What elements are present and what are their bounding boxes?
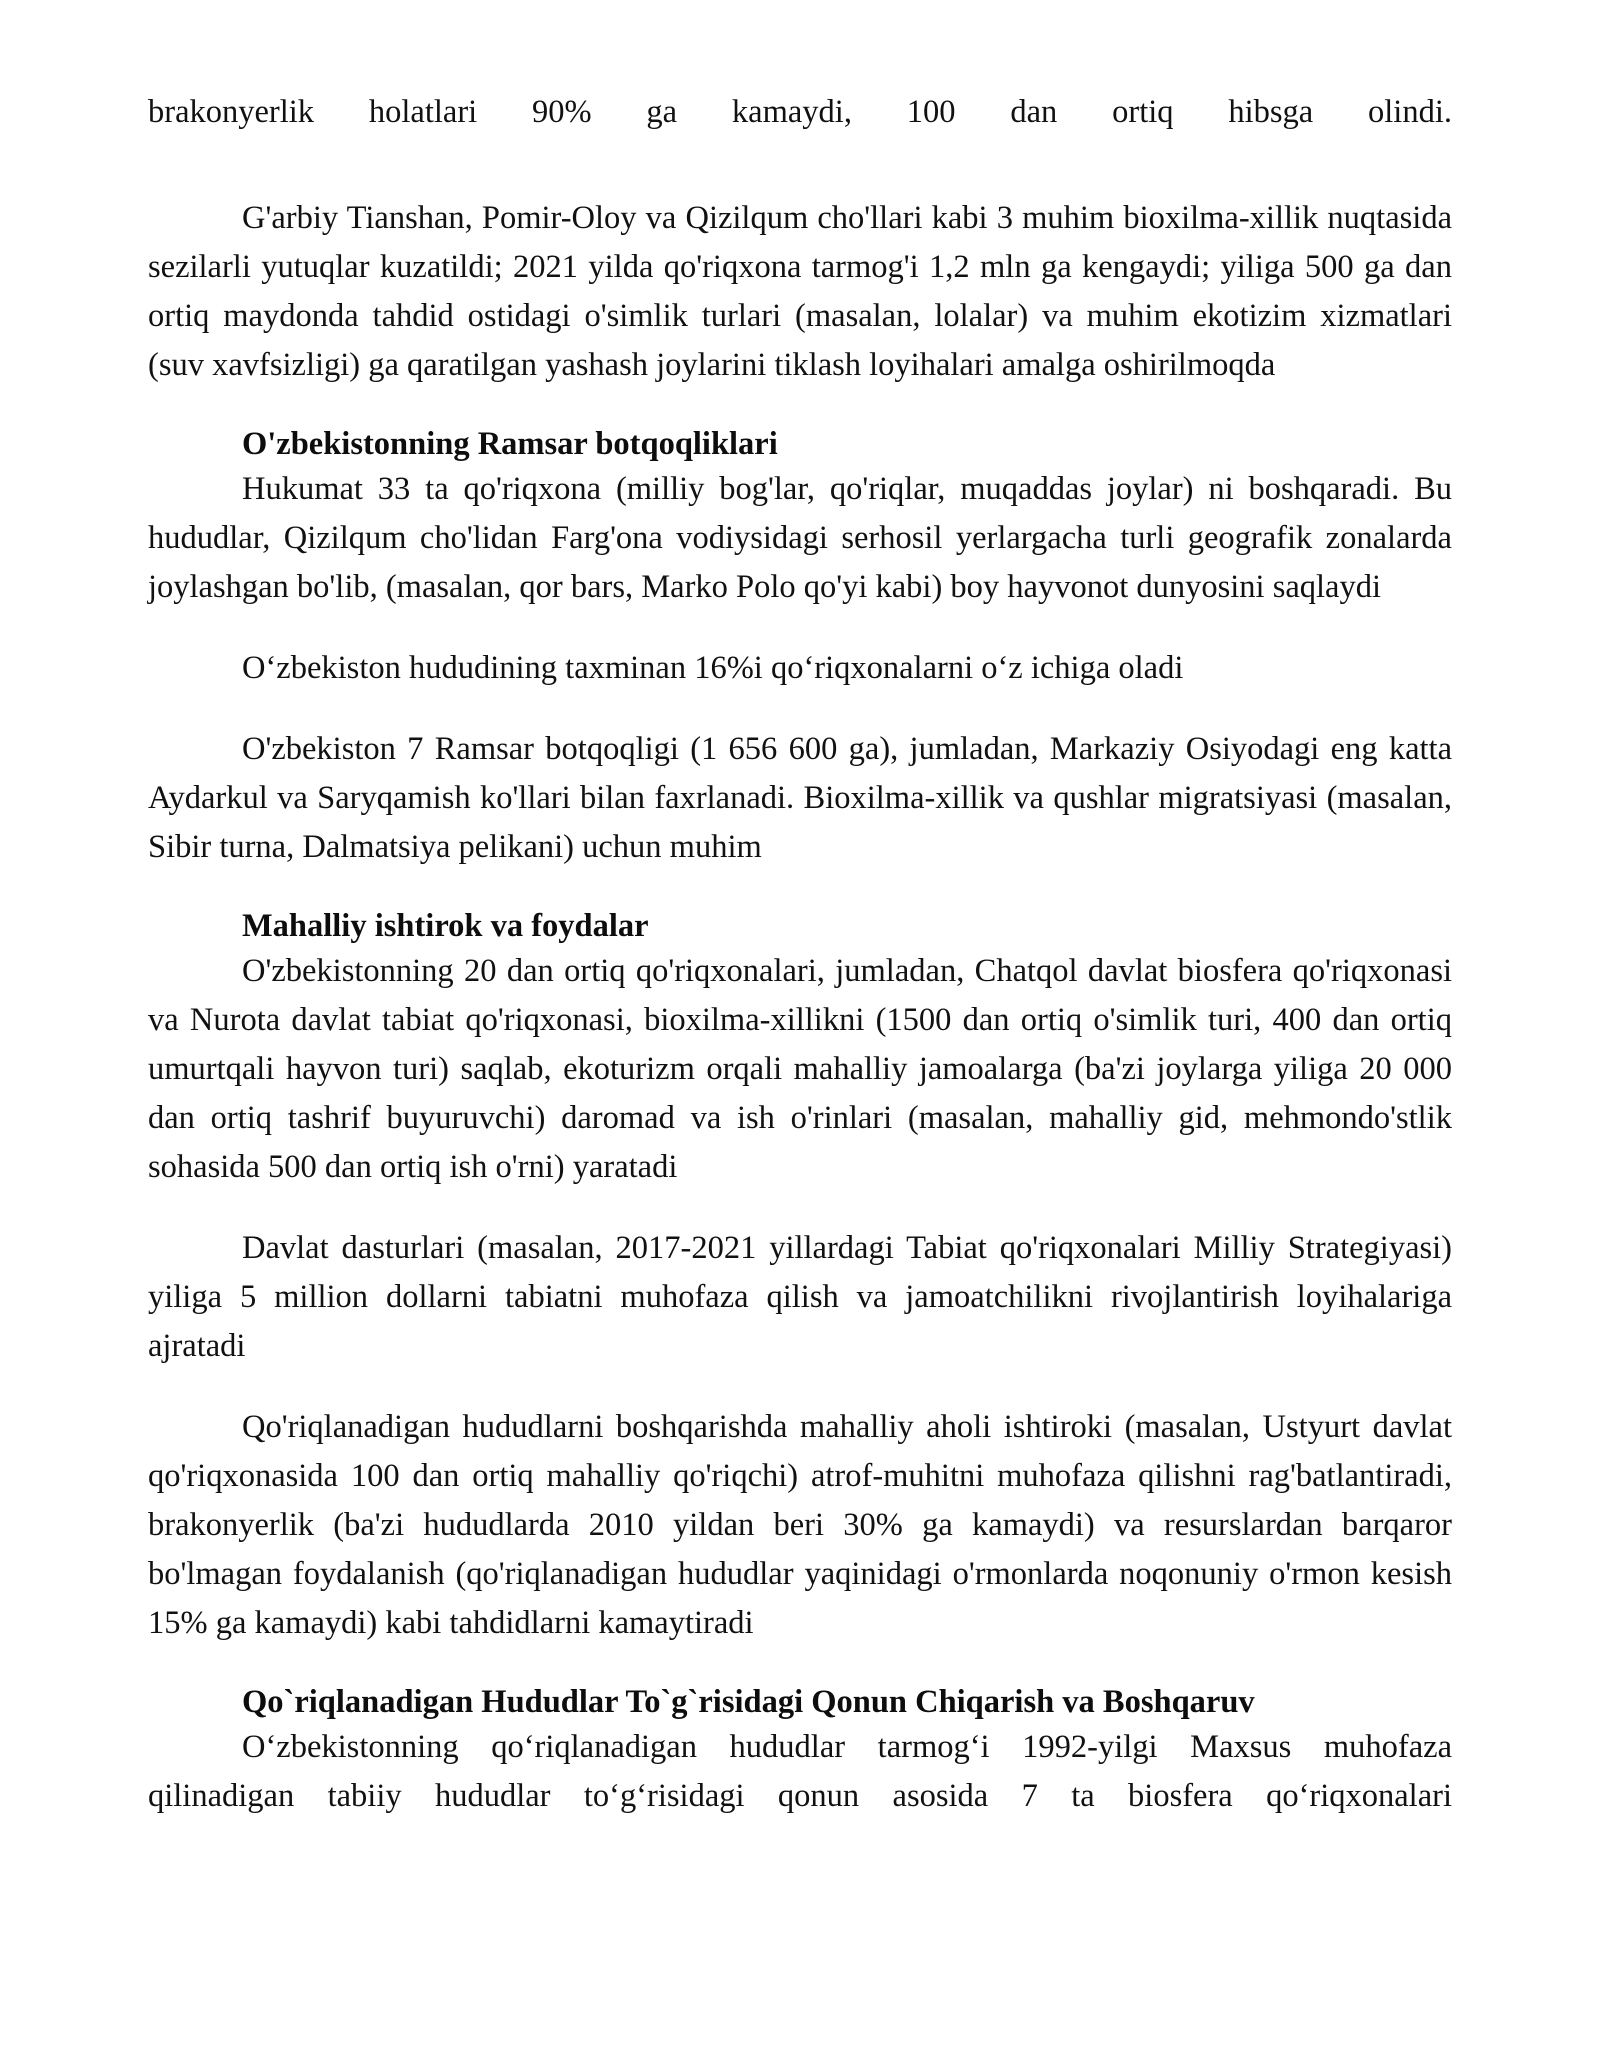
paragraph-government-reserves: Hukumat 33 ta qo'riqxona (milliy bog'lar, qo'riqlar, muqaddas joylar) ni boshqaradi. Bu hududlar, Qizilqum cho'lidan Farg'ona vodiysidagi serhosil yerlargacha turli geografik zonalarda joylashgan bo'lib, (masalan, qor bars, Marko Polo qo'yi kabi) boy hayvonot dunyosini saqlaydi [148, 471, 1452, 605]
heading-legislation-governance: Qo`riqlanadigan Hududlar To`g`risidagi Qonun Chiqarish va Boshqaruv [242, 1684, 1255, 1720]
paragraph-spacer [148, 872, 1452, 905]
paragraph-spacer [148, 137, 1452, 194]
heading-local-participation: Mahalliy ishtirok va foydalar [242, 908, 649, 944]
paragraph-spacer [148, 1192, 1452, 1224]
paragraph-territory-share: O‘zbekiston hududining taxminan 16%i qo‘riqxonalarni o‘z ichiga oladi [242, 650, 1184, 686]
paragraph-spacer [148, 390, 1452, 423]
paragraph-local-involvement: Qo'riqlanadigan hududlarni boshqarishda mahalliy aholi ishtiroki (masalan, Ustyurt davlat qo'riqxonasida 100 dan ortiq mahalliy qo'riqchi) atrof-muhitni muhofaza qilishni rag'batlantiradi, brakonyerlik (ba'zi hududlarda 2010 yildan beri 30% ga kamaydi) va resurslardan barqaror bo'lmagan foydalanish (qo'riqlanadigan hududlar yaqinidagi o'rmonlarda noqonuniy o'rmon kesish 15% ga kamaydi) kabi tahdidlarni kamaytiradi [148, 1409, 1452, 1641]
paragraph-ecotourism-benefits: O'zbekistonning 20 dan ortiq qo'riqxonalari, jumladan, Chatqol davlat biosfera qo'riqxonasi va Nurota davlat tabiat qo'riqxonasi, bioxilma-xillikni (1500 dan ortiq o'simlik turi, 400 dan ortiq umurtqali hayvon turi) saqlab, ekoturizm orqali mahalliy jamoalarga (ba'zi joylarga yiliga 20 000 dan ortiq tashrif buyuruvchi) daromad va ish o'rinlari (masalan, mahalliy gid, mehmondo'stlik sohasida 500 dan ortiq ish o'rni) yaratadi [148, 953, 1452, 1185]
paragraph-protected-areas-law: O‘zbekistonning qo‘riqlanadigan hududlar tarmog‘i 1992-yilgi Maxsus muhofaza qilinadigan tabiiy hududlar to‘g‘risidagi qonun asosida 7 ta biosfera qo‘riqxonalari [148, 1729, 1452, 1814]
heading-ramsar-wetlands: O'zbekistonning Ramsar botqoqliklari [242, 426, 778, 462]
paragraph-spacer [148, 1371, 1452, 1403]
document-body [148, 88, 1452, 1821]
paragraph-biodiversity-hotspots: G'arbiy Tianshan, Pomir-Oloy va Qizilqum cho'llari kabi 3 muhim bioxilma-xillik nuqtasida sezilarli yutuqlar kuzatildi; 2021 yilda qo'riqxona tarmog'i 1,2 mln ga kengaydi; yiliga 500 ga dan ortiq maydonda tahdid ostidagi o'simlik turlari (masalan, lolalar) va muhim ekotizim xizmatlari (suv xavfsizligi) ga qaratilgan yashash joylarini tiklash loyihalari amalga oshirilmoqda [148, 200, 1452, 383]
paragraph-spacer [148, 612, 1452, 644]
paragraph-poaching-reduction: brakonyerlik holatlari 90% ga kamaydi, 100 dan ortiq hibsga olindi. [148, 94, 1452, 130]
paragraph-ramsar-sites: O'zbekiston 7 Ramsar botqoqligi (1 656 600 ga), jumladan, Markaziy Osiyodagi eng katta Aydarkul va Saryqamish ko'llari bilan faxrlanadi. Bioxilma-xillik va qushlar migratsiyasi (masalan, Sibir turna, Dalmatsiya pelikani) uchun muhim [148, 731, 1452, 865]
paragraph-spacer [148, 693, 1452, 725]
paragraph-state-programs: Davlat dasturlari (masalan, 2017-2021 yillardagi Tabiat qo'riqxonalari Milliy Strategiyasi) yiliga 5 million dollarni tabiatni muhofaza qilish va jamoatchilikni rivojlantirish loyihalariga ajratadi [148, 1230, 1452, 1364]
paragraph-spacer [148, 1648, 1452, 1681]
